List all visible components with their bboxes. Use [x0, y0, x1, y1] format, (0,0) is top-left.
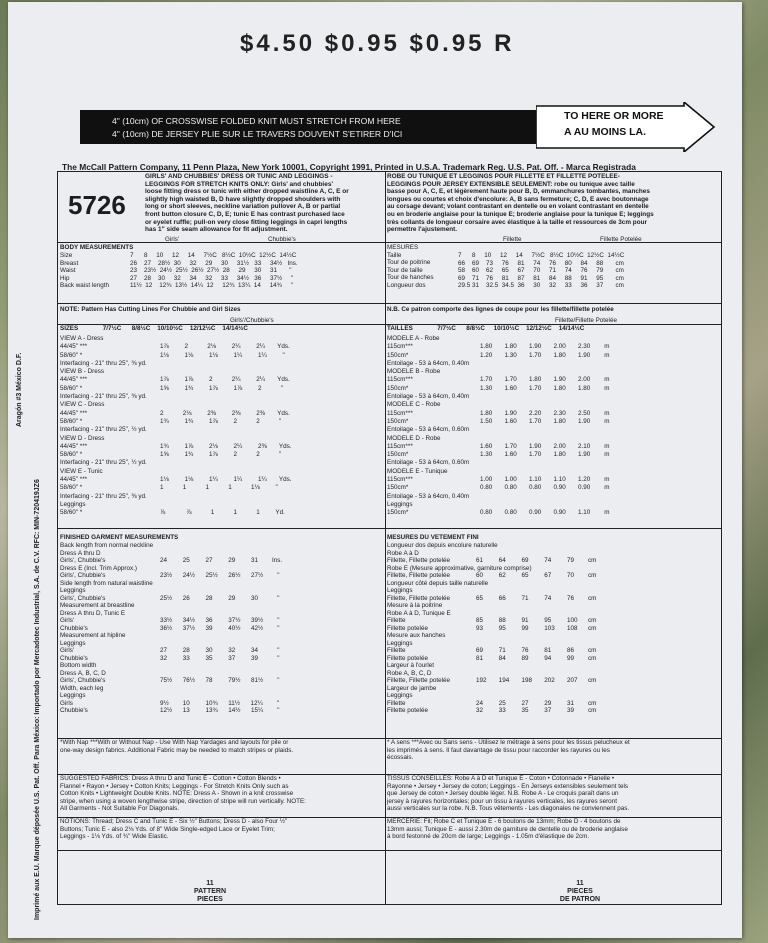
- divider: [58, 242, 385, 243]
- description-en: GIRLS' AND CHUBBIES' DRESS OR TUNIC AND LEGGINGS - LEGGINGS FOR STRETCH KNITS ONLY: Girls' and chubbies' loose fitting dress or tunic with either dropped waistline A, C, E or slightly high waisted B, D have slightly dropped shoulders with long or short sleeves, neckline variation pullover A, B or partial front button closure C, D, E; tunic E has contrast purchased lace or eyelet ruffle; pull-on very close fitting leggings in capri lengths has 1" side seam allowance for fit adjustment.: [145, 173, 349, 234]
- view-yardage-values: 1⅞ 2 2⅛ 2¼ 2¼ Yds. 1⅛ 1⅛ 1⅛ 1¼ 1¼ " 1⅞ 1⅞ 2 2¼ 2¼ Yds. 1⅝ 1¾ 1⅞ 1⅞ 2 " 2 2⅛ 2⅜ 2⅜ 2⅜ Yds. 1¾ 1¾ 1⅞ 2 2 " 1¾ 1⅞ 2⅛ 2¼ 2⅜ Yds. 1⅝ 1¾ 1⅞ 2 2 " 1⅛ 1⅛ 1¼ 1¼ 1¼ Yds. 1 1 1 1 1⅛ " ⅞ ⅞ 1 1 1 Yd.: [160, 343, 292, 517]
- cutting-note: NOTE: Pattern Has Cutting Lines For Chubbie and Girl Sizes: [60, 306, 241, 313]
- divider: [58, 850, 721, 851]
- fini-heading: MESURES DU VETEMENT FINI: [387, 534, 479, 541]
- sizes-row: SIZES 7/7½C 8/8½C 10/10½C 12/12½C 14/14½C: [60, 325, 248, 332]
- divider: [58, 528, 721, 529]
- finished-labels: Back length from normal neckline Dress A thru D Girls', Chubbie's Dress E (Incl. Trim Approx.) Girls', Chubbie's Side length from natural waistline Leggings Girls', Chubbie's Measurement at breastline Dress A thru D, Tunic E Girls' Chubbie's Measurement at hipline Leggings Girls' Chubbie's Bottom width Dress A, B, C, D Girls', Chubbie's Width, each leg Leggings Girls Chubbie's: [60, 542, 154, 714]
- stretch-arrow-icon: [536, 102, 716, 152]
- company-line: The McCall Pattern Company, 11 Penn Plaza, New York 10001, Copyright 1991, Printed in U.S.A. Trademark Reg. U.S. Pat. Off. - Marca Registrada: [62, 162, 636, 172]
- tissus-conseilles: TISSUS CONSEILLES: Robe A à D et Tunique E - Coton • Cotonnade • Flanelle • Rayonne • Jersey • Jersey de coton; Leggings - En Jerseys extensibles seulement tels que Jersey de coton • Jersey double léger. N.B. Robe A - Le croquis paraît dans un jersey à rayures horizontales; pour un tissu à rayures verticales, les rayures seront aussi verticales sur la robe. N.B. Tous vêtements - Les diagonales ne conviennent pas.: [387, 775, 630, 813]
- divider: [58, 303, 721, 304]
- divider: [385, 242, 721, 243]
- mesures-values: 7 8 10 12 14 7½C 8½C 10½C 12½C 14½C 66 69 73 76 81 74 76 80 84 88 cm 58 60 62 65 67 70 71 74 76 79 cm 69 71 76 81 87 81 84 88 91 95 cm 29.5 31 32.5 34.5 36 30 32 33 36 37 cm: [458, 252, 625, 290]
- description-fr: ROBE OU TUNIQUE ET LEGGINGS POUR FILLETTE ET FILLETTE POTELEE- LEGGINGS POUR JERSEY EXTENSIBLE SEULEMENT: robe ou tunique avec taille basse pour A, C, E, et légèrement haute pour B, D, emmanchures tombantes, manches longues ou courtes et choix d'encolure: A, B sans fermeture; C, D, E avec boutonnage au corsage devant; volant contrastant en dentelle ou en volant contrastant en dentelle ou en broderie anglaise pour la tunique E; broderie anglaise pour la tunique E; leggings très collants de longueur corsaire avec élastique à la taille et ressources de 3cm pour permettre l'ajustement.: [387, 173, 654, 234]
- notions-en: NOTIONS: Thread; Dress C and Tunic E - Six ½" Buttons; Dress D - also Four ½" Buttons; Tunic E - also 2⅛ Yds. of 8" Wide Single-edged Lace or Eyelet Trim; Leggings - 1⅛ Yds. of ¾" Wide Elastic.: [60, 818, 288, 841]
- nb-patron: N.B. Ce patron comporte des lignes de coupe pour les fillette/fillette potelée: [387, 306, 614, 313]
- body-row-labels: Size Breast Waist Hip Back waist length: [60, 252, 110, 290]
- finished-heading: FINISHED GARMENT MEASUREMENTS: [60, 534, 179, 541]
- fillette-potelee-label: Fillette Potelée: [600, 236, 642, 243]
- fini-values: 61 64 69 74 79 cm 60 62 65 67 70 cm 65 66 71 74 76 cm 85 88 91 95 100 cm 93 95 99 103 108 cm 69 71 76 81 86 cm 81 84 89 94 99 cm 192 194 198 202 207 cm 24 25 27 29 31 cm 32 33 35 37 39 cm: [476, 557, 597, 714]
- girls-label: Girls': [165, 236, 180, 243]
- pattern-number: 5726: [68, 190, 126, 220]
- tailles-row: TAILLES 7/7½C 8/8½C 10/10½C 12/12½C 14/14½C: [387, 325, 585, 332]
- modele-labels: MODELE A - Robe 115cm*** 150cm* Entoilage - 53 à 64cm, 0.40m MODELE B - Robe 115cm*** 150cm* Entoilage - 53 à 64cm, 0.40m MODELE C - Robe 115cm*** 150cm* Entoilage - 53 à 64cm, 0.60m MODELE D - Robe 115cm*** 150cm* Entoilage - 53 à 64cm, 0.60m MODELE E - Tunique 115cm*** 150cm* Entoilage - 53 à 64cm, 0.40m Leggings 150cm*: [387, 335, 470, 517]
- side-legal-line: Imprimé aux E.U. Marque déposée U.S. Pat. Off. Para México: Importado por Mercadotec Industrial, S.A. de C.V. RFC: MIN-720419JZ6: [34, 479, 41, 920]
- modele-values: 1.80 1.80 1.90 2.00 2.30 m 1.20 1.30 1.70 1.80 1.90 m 1.70 1.70 1.80 1.90 2.00 m 1.30 1.60 1.70 1.80 1.80 m 1.80 1.90 2.20 2.30 2.50 m 1.50 1.60 1.70 1.80 1.90 m 1.60 1.70 1.90 2.00 2.10 m 1.30 1.60 1.70 1.80 1.90 m 1.00 1.00 1.10 1.10 1.20 m 0.80 0.80 0.80 0.90 0.90 m 0.80 0.80 0.90 0.90 1.10 m: [480, 343, 610, 517]
- body-row-values: 7 8 10 12 14 7½C 8½C 10½C 12½C 14½C 26 27 28½ 30 32 29 30 31½ 33 34½ Ins. 23 23½ 24½ 25½ 26½ 27½ 28 29 30 31 " 27 28 30 32 34 32 33 34½ 36 37½ " 11½ 12 12¾ 13½ 14¼ 12 12¾ 13¼ 14 14¾ ": [130, 252, 298, 290]
- nap-note-en: *With Nap ***With or Without Nap - Use With Nap Yardages and layouts for pile or one-way design fabrics. Additional Fabric may be needed to match stripes or plaids.: [60, 739, 294, 754]
- sizes-group-label: Girls'/Chubbie's: [230, 317, 274, 324]
- pieces-de-patron-count: 11 PIECES DE PATRON: [559, 880, 601, 903]
- column-divider: [385, 172, 386, 904]
- price-labels: $4.50 $0.95 $0.95 R: [240, 30, 515, 57]
- tailles-group-label: Fillette/Fillette Potelée: [555, 317, 617, 324]
- stretch-gauge-bar: [80, 110, 536, 144]
- au-moins-label: A AU MOINS LA.: [564, 126, 647, 138]
- side-address-line: Aragón #3 México D.F.: [16, 352, 23, 427]
- stretch-text-fr: 4" (10cm) DE JERSEY PLIE SUR LE TRAVERS DOUVENT S'ETIRER D'ICI: [112, 129, 403, 139]
- side-legal-text: [16, 330, 49, 920]
- finished-values: 24 25 27 29 31 Ins. 23½ 24½ 25½ 26½ 27½ " 25½ 26 28 29 30 " 33½ 34½ 36 37½ 39½ " 36½ 37½ 39 40½ 42½ " 27 28 30 32 34 " 32 33 35 37 39 " 75½ 76½ 78 79½ 81½ " 9½ 10 10¾ 11½ 12¼ " 12½ 13 13¾ 14½ 15¼ ": [160, 557, 283, 714]
- mesures-labels: MESURES Taille Tour de poitrine Tour de taille Tour de hanches Longueur dos: [387, 244, 434, 289]
- suggested-fabrics: SUGGESTED FABRICS: Dress A thru D and Tunic E - Cotton • Cotton Blends • Flannel • Rayon • Jersey • Cotton Knits; Leggings - For Stretch Knits Only such as Cotton Knits • Lightweight Double Knits. NOTE: Dress A - Shown in a knit crosswise stripe, when using a woven lengthwise stripe, direction of stripe will run vertically. NOTE: All Garments - Not Suitable For Diagonals.: [60, 775, 306, 813]
- chubbies-label: Chubbie's: [268, 236, 296, 243]
- stretch-text-en: 4" (10cm) OF CROSSWISE FOLDED KNIT MUST STRETCH FROM HERE: [112, 116, 401, 126]
- fillette-label: Fillette: [503, 236, 522, 243]
- fini-labels: Longueur dos depuis encolure naturelle Robe A à D Fillette, Fillette potelée Robe E (Mesure approximative, garniture comprise) Fillette, Fillette potelée Longueur côté depuis taille naturelle Leggings Fillette, Fillette potelée Mesure à la poitrine Robe A à D, Tunique E Fillette Fillette potelée Mesure aux hanches Leggings Fillette Fillette potelée Largeur à l'ourlet Robe A, B, C, D Fillette, Fillette potelée Largeur de jambe Leggings Fillette Fillette potelée: [387, 542, 532, 714]
- body-measurements-heading: BODY MEASUREMENTS: [60, 244, 134, 251]
- pattern-pieces-count: 11 PATTERN PIECES: [193, 880, 227, 903]
- to-here-label: TO HERE OR MORE: [564, 110, 664, 122]
- view-yardage-labels: VIEW A - Dress 44/45" *** 58/60" * Interfacing - 21" thru 25", ⅜ yd. VIEW B - Dress 44/45" *** 58/60" * Interfacing - 21" thru 25", ⅜ yd. VIEW C - Dress 44/45" *** 58/60" * Interfacing - 21" thru 25", ½ yd. VIEW D - Dress 44/45" *** 58/60" * Interfacing - 21" thru 25", ½ yd. VIEW E - Tunic 44/45" *** 58/60" * Interfacing - 21" thru 25", ⅜ yd. Leggings 58/60" *: [60, 335, 147, 517]
- sens-note-fr: * A sens ***Avec ou Sans sens - Utilisez le métrage à sens pour les tissus pelucheux et les imprimés à sens. Il faut davantage de tissu pour raccorder les rayures ou les écossais.: [387, 739, 630, 762]
- mercerie-fr: MERCERIE: Fil; Robe C et Tunique E - 6 boutons de 13mm; Robe D - 4 boutons de 13mm aussi; Tunique E - aussi 2.30m de garniture de dentelle ou de broderie anglaise à bord festonné de 20cm de large; Leggings - 1.05m d'élastique de 2cm.: [387, 818, 628, 841]
